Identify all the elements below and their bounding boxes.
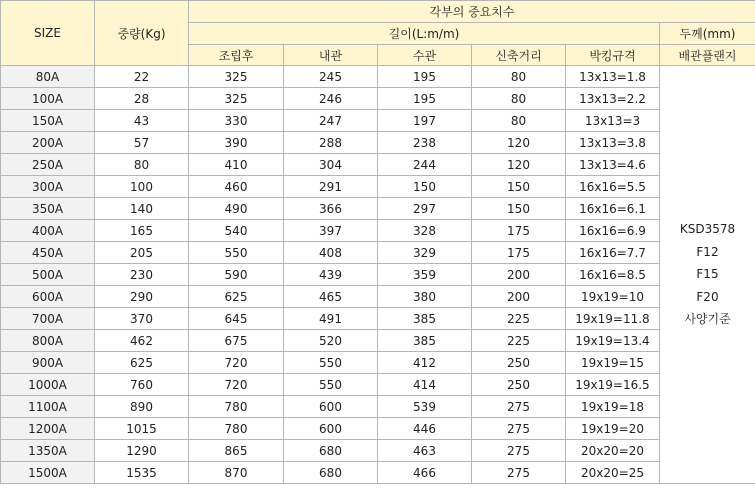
cell-size: 300A xyxy=(1,176,95,198)
header-length-group: 길이(L:m/m) xyxy=(189,23,660,45)
cell-outer-pipe: 385 xyxy=(378,330,472,352)
table-row xyxy=(1,462,755,484)
cell-expansion: 225 xyxy=(472,308,566,330)
cell-size: 800A xyxy=(1,330,95,352)
cell-packing: 16x16=8.5 xyxy=(566,264,660,286)
cell-weight: 230 xyxy=(95,264,189,286)
cell-packing: 13x13=4.6 xyxy=(566,154,660,176)
cell-outer-pipe: 328 xyxy=(378,220,472,242)
cell-expansion: 120 xyxy=(472,132,566,154)
flange-note: F20 xyxy=(696,289,719,304)
cell-inner-pipe: 680 xyxy=(284,440,378,462)
cell-inner-pipe: 520 xyxy=(284,330,378,352)
cell-expansion: 275 xyxy=(472,440,566,462)
cell-size: 600A xyxy=(1,286,95,308)
cell-inner-pipe: 550 xyxy=(284,352,378,374)
table-row xyxy=(1,198,755,220)
header-thickness-group: 두께(mm) xyxy=(660,23,755,45)
cell-expansion: 250 xyxy=(472,352,566,374)
cell-inner-pipe: 247 xyxy=(284,110,378,132)
table-row xyxy=(1,352,755,374)
cell-weight: 1535 xyxy=(95,462,189,484)
cell-expansion: 275 xyxy=(472,418,566,440)
table-row xyxy=(1,374,755,396)
cell-weight: 57 xyxy=(95,132,189,154)
cell-size: 900A xyxy=(1,352,95,374)
cell-inner-pipe: 291 xyxy=(284,176,378,198)
cell-expansion: 150 xyxy=(472,176,566,198)
header-inner-pipe: 내관 xyxy=(284,45,378,66)
cell-packing: 16x16=6.1 xyxy=(566,198,660,220)
cell-inner-pipe: 288 xyxy=(284,132,378,154)
cell-expansion: 225 xyxy=(472,330,566,352)
cell-expansion: 250 xyxy=(472,374,566,396)
cell-outer-pipe: 238 xyxy=(378,132,472,154)
cell-packing: 16x16=6.9 xyxy=(566,220,660,242)
cell-expansion: 80 xyxy=(472,66,566,88)
cell-weight: 1290 xyxy=(95,440,189,462)
cell-inner-pipe: 680 xyxy=(284,462,378,484)
cell-size: 100A xyxy=(1,88,95,110)
cell-size: 1100A xyxy=(1,396,95,418)
table-row xyxy=(1,286,755,308)
table-header xyxy=(1,1,755,66)
cell-weight: 100 xyxy=(95,176,189,198)
cell-packing: 16x16=5.5 xyxy=(566,176,660,198)
cell-assembled: 325 xyxy=(189,66,284,88)
cell-inner-pipe: 397 xyxy=(284,220,378,242)
cell-assembled: 540 xyxy=(189,220,284,242)
cell-inner-pipe: 600 xyxy=(284,418,378,440)
cell-packing: 13x13=2.2 xyxy=(566,88,660,110)
cell-inner-pipe: 246 xyxy=(284,88,378,110)
cell-assembled: 720 xyxy=(189,352,284,374)
cell-assembled: 675 xyxy=(189,330,284,352)
cell-packing: 13x13=3 xyxy=(566,110,660,132)
cell-assembled: 645 xyxy=(189,308,284,330)
cell-inner-pipe: 465 xyxy=(284,286,378,308)
cell-assembled: 780 xyxy=(189,418,284,440)
cell-inner-pipe: 245 xyxy=(284,66,378,88)
table-row xyxy=(1,132,755,154)
cell-outer-pipe: 380 xyxy=(378,286,472,308)
cell-outer-pipe: 466 xyxy=(378,462,472,484)
cell-assembled: 490 xyxy=(189,198,284,220)
cell-size: 1200A xyxy=(1,418,95,440)
flange-note: F12 xyxy=(696,244,719,259)
header-weight: 중량(Kg) xyxy=(95,1,189,66)
flange-note: KSD3578 xyxy=(679,222,736,237)
cell-inner-pipe: 600 xyxy=(284,396,378,418)
table-row xyxy=(1,418,755,440)
cell-size: 400A xyxy=(1,220,95,242)
table-body xyxy=(1,66,755,484)
cell-expansion: 200 xyxy=(472,286,566,308)
cell-packing: 19x19=11.8 xyxy=(566,308,660,330)
cell-packing: 19x19=13.4 xyxy=(566,330,660,352)
cell-size: 200A xyxy=(1,132,95,154)
cell-size: 1500A xyxy=(1,462,95,484)
cell-assembled: 720 xyxy=(189,374,284,396)
cell-weight: 1015 xyxy=(95,418,189,440)
table-row xyxy=(1,88,755,110)
table-row xyxy=(1,176,755,198)
cell-outer-pipe: 463 xyxy=(378,440,472,462)
cell-assembled: 550 xyxy=(189,242,284,264)
cell-size: 1350A xyxy=(1,440,95,462)
cell-weight: 43 xyxy=(95,110,189,132)
cell-outer-pipe: 195 xyxy=(378,88,472,110)
cell-outer-pipe: 412 xyxy=(378,352,472,374)
cell-expansion: 175 xyxy=(472,242,566,264)
cell-size: 350A xyxy=(1,198,95,220)
table-row xyxy=(1,220,755,242)
cell-outer-pipe: 329 xyxy=(378,242,472,264)
table-row xyxy=(1,66,755,88)
header-expansion: 신축거리 xyxy=(472,45,566,66)
cell-size: 500A xyxy=(1,264,95,286)
cell-outer-pipe: 359 xyxy=(378,264,472,286)
header-flange: 배관플랜지 xyxy=(660,45,755,66)
cell-assembled: 330 xyxy=(189,110,284,132)
cell-packing: 13x13=1.8 xyxy=(566,66,660,88)
cell-weight: 462 xyxy=(95,330,189,352)
cell-assembled: 460 xyxy=(189,176,284,198)
cell-size: 1000A xyxy=(1,374,95,396)
flange-notes xyxy=(660,66,755,484)
flange-note: 사양기준 xyxy=(684,312,731,327)
table-row xyxy=(1,440,755,462)
cell-assembled: 625 xyxy=(189,286,284,308)
cell-expansion: 175 xyxy=(472,220,566,242)
cell-inner-pipe: 439 xyxy=(284,264,378,286)
cell-inner-pipe: 304 xyxy=(284,154,378,176)
table-row xyxy=(1,308,755,330)
cell-outer-pipe: 150 xyxy=(378,176,472,198)
cell-packing: 19x19=20 xyxy=(566,418,660,440)
cell-size: 450A xyxy=(1,242,95,264)
table-row xyxy=(1,154,755,176)
cell-weight: 290 xyxy=(95,286,189,308)
cell-expansion: 275 xyxy=(472,462,566,484)
cell-weight: 625 xyxy=(95,352,189,374)
cell-size: 250A xyxy=(1,154,95,176)
cell-assembled: 865 xyxy=(189,440,284,462)
cell-expansion: 80 xyxy=(472,110,566,132)
cell-weight: 760 xyxy=(95,374,189,396)
cell-packing: 20x20=25 xyxy=(566,462,660,484)
cell-weight: 890 xyxy=(95,396,189,418)
cell-weight: 370 xyxy=(95,308,189,330)
header-packing: 박킹규격 xyxy=(566,45,660,66)
cell-inner-pipe: 491 xyxy=(284,308,378,330)
cell-outer-pipe: 385 xyxy=(378,308,472,330)
table-row xyxy=(1,264,755,286)
cell-outer-pipe: 297 xyxy=(378,198,472,220)
cell-size: 150A xyxy=(1,110,95,132)
cell-packing: 19x19=16.5 xyxy=(566,374,660,396)
cell-weight: 80 xyxy=(95,154,189,176)
cell-assembled: 390 xyxy=(189,132,284,154)
cell-expansion: 200 xyxy=(472,264,566,286)
cell-size: 700A xyxy=(1,308,95,330)
table-row xyxy=(1,242,755,264)
cell-packing: 19x19=15 xyxy=(566,352,660,374)
cell-packing: 16x16=7.7 xyxy=(566,242,660,264)
cell-packing: 19x19=10 xyxy=(566,286,660,308)
cell-outer-pipe: 195 xyxy=(378,66,472,88)
cell-assembled: 780 xyxy=(189,396,284,418)
cell-weight: 140 xyxy=(95,198,189,220)
cell-expansion: 120 xyxy=(472,154,566,176)
table-row xyxy=(1,110,755,132)
cell-expansion: 275 xyxy=(472,396,566,418)
cell-outer-pipe: 197 xyxy=(378,110,472,132)
cell-outer-pipe: 244 xyxy=(378,154,472,176)
cell-inner-pipe: 550 xyxy=(284,374,378,396)
cell-size: 80A xyxy=(1,66,95,88)
flange-note: F15 xyxy=(696,267,719,282)
cell-assembled: 410 xyxy=(189,154,284,176)
cell-outer-pipe: 539 xyxy=(378,396,472,418)
cell-packing: 20x20=20 xyxy=(566,440,660,462)
cell-assembled: 870 xyxy=(189,462,284,484)
cell-outer-pipe: 414 xyxy=(378,374,472,396)
cell-inner-pipe: 408 xyxy=(284,242,378,264)
cell-inner-pipe: 366 xyxy=(284,198,378,220)
cell-weight: 28 xyxy=(95,88,189,110)
header-assembled: 조립후 xyxy=(189,45,284,66)
header-size: SIZE xyxy=(1,1,95,66)
cell-weight: 165 xyxy=(95,220,189,242)
cell-packing: 19x19=18 xyxy=(566,396,660,418)
table-row xyxy=(1,330,755,352)
cell-assembled: 590 xyxy=(189,264,284,286)
cell-outer-pipe: 446 xyxy=(378,418,472,440)
cell-packing: 13x13=3.8 xyxy=(566,132,660,154)
cell-expansion: 80 xyxy=(472,88,566,110)
header-dimensions-group: 각부의 중요치수 xyxy=(189,1,755,23)
cell-weight: 22 xyxy=(95,66,189,88)
header-outer-pipe: 수관 xyxy=(378,45,472,66)
table-row xyxy=(1,396,755,418)
cell-expansion: 150 xyxy=(472,198,566,220)
cell-weight: 205 xyxy=(95,242,189,264)
cell-assembled: 325 xyxy=(189,88,284,110)
